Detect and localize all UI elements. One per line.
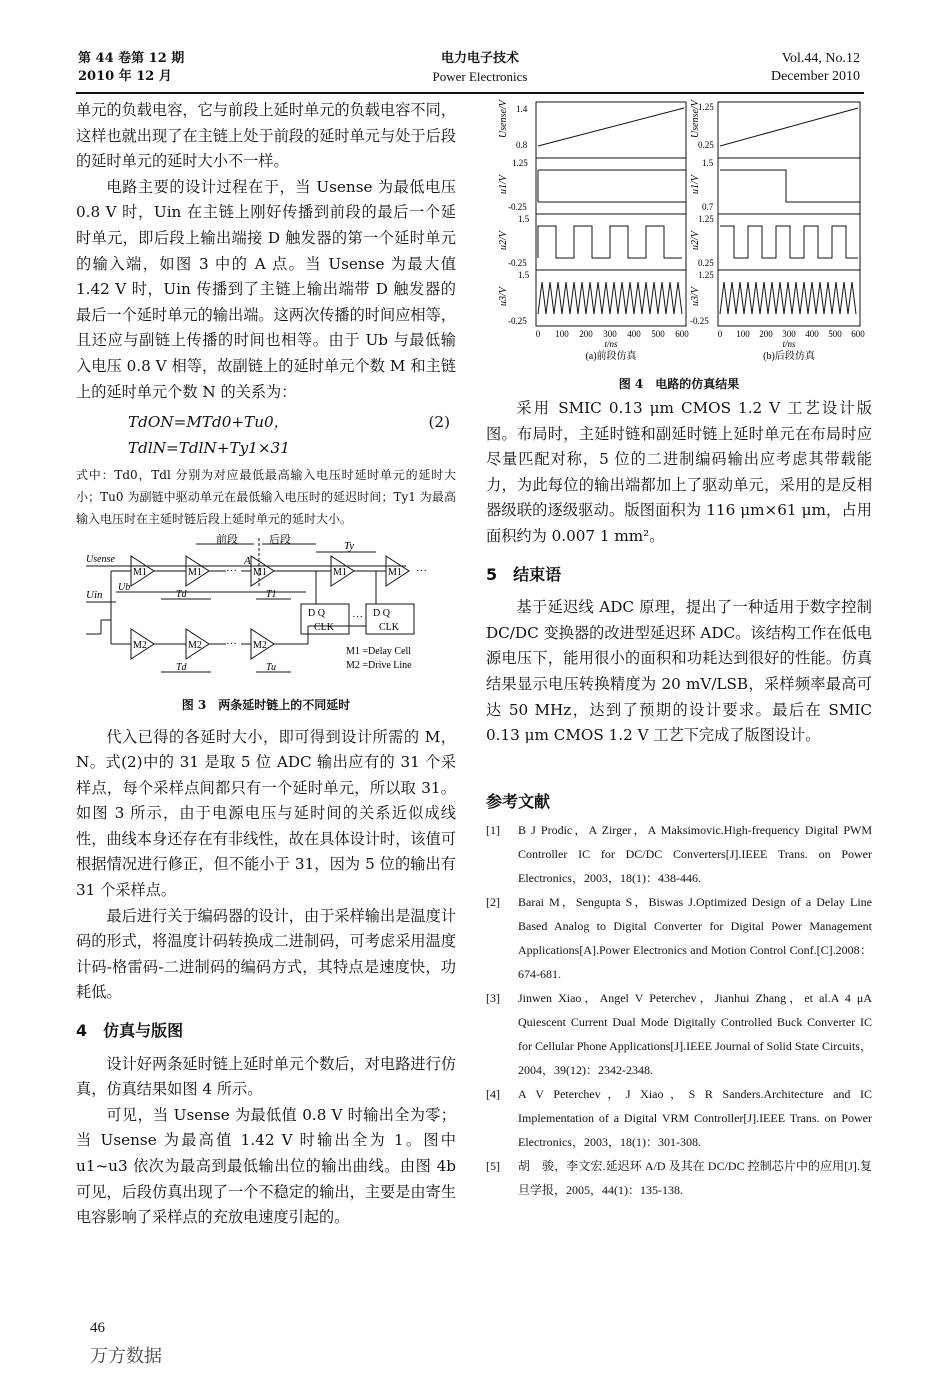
reference-item	[486, 986, 872, 1082]
tick-a: 0.8	[516, 140, 528, 150]
label-clk: CLK	[314, 622, 334, 634]
running-header-right	[771, 50, 860, 86]
tick-b: 1.25	[698, 270, 714, 280]
reference-number: [2]	[486, 895, 500, 910]
equation-number: (2)	[428, 413, 450, 432]
figure-4	[486, 98, 872, 392]
label-m2: M2	[188, 640, 202, 652]
paragraph: 代入已得的各延时大小，即可得到设计所需的 M，N。式(2)中的 31 是取 5 位 ADC 输出应有的 31 个采样点，每个采样点间都只有一个延时单元，所以取 31。如图 3 所示，由于电源电压与延时间的关系近似成线性，曲线本身还存在有非线性，故在具体设计时，该值可根据情况进行修正，但不能小于 31，因为 5 位的输出有 31 个采样点。	[76, 727, 456, 900]
label-clk: CLK	[379, 622, 399, 634]
paragraph: 设计好两条延时链上延时单元个数后，对电路进行仿真，仿真结果如图 4 所示。	[76, 1054, 456, 1099]
header-rule	[76, 92, 864, 94]
label-m1: M1	[188, 567, 202, 579]
tick-a: 1.25	[512, 158, 528, 168]
label-usense: Usense	[86, 554, 115, 566]
legend-m1: M1 =Delay Cell	[346, 646, 412, 658]
reference-text: A V Peterchev，J Xiao，S R Sanders.Architecture and IC Implementation of a Digital VRM Controller[J].IEEE Trans. on Power Electronics，2003，18(1)：301-308.	[518, 1087, 872, 1150]
xtick-a: 200	[579, 329, 593, 339]
xtick-b: 600	[851, 329, 865, 339]
xlabel-b: t/ns	[782, 339, 796, 349]
xtick-a: 0	[535, 329, 541, 339]
ylabel-u1-b: u1/V	[690, 175, 701, 194]
subcaption-b: (b)后段仿真	[763, 351, 815, 362]
journal-title-en: Power Electronics	[432, 69, 528, 84]
tick-a: -0.25	[508, 258, 527, 268]
label-point-a: A	[244, 555, 251, 568]
tick-a: 1.4	[516, 104, 528, 114]
tick-b: 0.7	[702, 202, 714, 212]
label-back: 后段	[269, 534, 291, 547]
legend-m2: M2 =Drive Line	[346, 660, 412, 672]
equation-body: TdON=MTd0+Tu0， TdlN=TdlN+Ty1×31	[128, 413, 290, 457]
label-dots: ···	[226, 638, 237, 651]
tick-b: 0.25	[698, 258, 714, 268]
volume-label: Vol.44, No.12	[781, 51, 860, 66]
running-header-center	[360, 50, 600, 86]
label-m1: M1	[388, 567, 402, 579]
tick-b: 1.25	[698, 102, 714, 112]
reference-item	[486, 1082, 872, 1154]
reference-text: 胡 骏，李文宏.延迟环 A/D 及其在 DC/DC 控制芯片中的应用[J].复旦学报，2005，44(1)：135-138.	[518, 1159, 872, 1198]
figure-3-caption: 图 3 两条延时链上的不同延时	[181, 697, 351, 712]
tick-a: -0.25	[508, 202, 527, 212]
right-column	[486, 396, 872, 1202]
tick-a: 1.5	[518, 214, 530, 224]
date-en-label: December 2010	[770, 69, 860, 84]
ylabel-u1-a: u1/V	[498, 175, 509, 194]
label-m2: M2	[253, 640, 267, 652]
date-label: 2010 年 12 月	[78, 69, 172, 84]
tick-a: 1.5	[518, 270, 530, 280]
label-front: 前段	[216, 534, 238, 547]
watermark: 万方数据	[90, 1346, 162, 1367]
reference-text: Barai M，Sengupta S，Biswas J.Optimized Design of a Delay Line Based Analog to Digital Converter for Digital Power Management Applications[A].Power Electronics and Motion Control Conf.[C].2008：674-681.	[518, 895, 872, 982]
figure-3	[76, 534, 456, 718]
reference-item	[486, 890, 872, 986]
xtick-b: 200	[759, 329, 773, 339]
label-m1: M1	[133, 567, 147, 579]
journal-title-cn: 电力电子技术	[440, 51, 519, 66]
tick-b: 0.25	[698, 140, 714, 150]
ylabel-u2-a: u2/V	[498, 231, 509, 250]
xtick-b: 100	[736, 329, 750, 339]
issue-label: 第 44 卷第 12 期	[78, 51, 185, 66]
label-uin: Uin	[86, 589, 103, 602]
paragraph: 采用 SMIC 0.13 μm CMOS 1.2 V 工艺设计版图。布局时，主延时链和副延时链上延时单元在布局时应尽量匹配对称，5 位的二进制编码输出应考虑其带载能力，为此每位的输出端都加上了驱动单元，采用的是反相器级联的逐级驱动。版图面积为 116 μm×61 μm，占用面积约为 0.007 1 mm²。	[486, 399, 872, 545]
paragraph: 可见，当 Usense 为最低值 0.8 V 时输出全为零；当 Usense 为最高值 1.42 V 时输出全为 1。图中 u1~u3 依次为最高到最低输出位的输出曲线。由图 4b 可见，后段仿真出现了一个不稳定的输出，主要是由寄生电容影响了采样点的充放电速度引起的。	[76, 1105, 456, 1227]
label-m1: M1	[253, 567, 267, 579]
paragraph: 单元的负载电容，它与前段上延时单元的负载电容不同，这样也就出现了在主链上处于前段的延时单元与处于后段的延时单元的延时大小不一样。	[76, 101, 456, 171]
paragraph: 最后进行关于编码器的设计，由于采样输出是温度计码的形式，将温度计码转换成二进制码，可考虑采用温度计码-格雷码-二进制码的编码方式，其特点是速度快，功耗低。	[76, 906, 456, 1002]
label-td: Td	[176, 662, 187, 674]
delay-chain-diagram	[76, 534, 456, 684]
xtick-a: 300	[603, 329, 617, 339]
running-header-left	[78, 50, 184, 86]
ylabel-u2-b: u2/V	[690, 231, 701, 250]
paragraph: 基于延迟线 ADC 原理，提出了一种适用于数字控制 DC/DC 变换器的改进型延迟环 ADC。该结构工作在低电源电压下，能用很小的面积和功耗达到很好的性能。仿真结果显示电压转换精度为 20 mV/LSB，采样频率最高可达 50 MHz，达到了预期的设计要求。最后在 SMIC 0.13 μm CMOS 1.2 V 工艺下完成了版图设计。	[486, 598, 872, 745]
ylabel-u3-a: u3/V	[498, 287, 509, 306]
reference-item	[486, 1154, 872, 1202]
label-m1: M1	[333, 567, 347, 579]
equation-note: 式中：Td0，Tdl 分别为对应最低最高输入电压时延时单元的延时大小；Tu0 为副链中驱动单元在最低输入电压时的延迟时间；Ty1 为最高输入电压时在主延时链后段上延时单元的延时大小。	[76, 468, 456, 527]
label-dots: ···	[226, 565, 237, 578]
section-heading-4: 4 仿真与版图	[76, 1021, 184, 1041]
ylabel-usense-a: Usense/V	[498, 100, 509, 138]
label-m2: M2	[133, 640, 147, 652]
ylabel-usense-b: Usense/V	[690, 100, 701, 138]
subcaption-a: (a)前段仿真	[585, 351, 637, 362]
xtick-b: 300	[782, 329, 796, 339]
equation-2	[76, 410, 456, 461]
references-heading: 参考文献	[486, 791, 551, 811]
reference-number: [1]	[486, 823, 500, 838]
xlabel-a: t/ns	[604, 339, 618, 349]
label-dots: ···	[352, 611, 363, 624]
ylabel-u3-b: u3/V	[690, 287, 701, 306]
reference-text: B J Prodic，A Zirger，A Maksimovic.High-frequency Digital PWM Controller IC for DC/DC Converters[J].IEEE Trans. on Power Electronics，2003，18(1)：438-446.	[518, 823, 872, 886]
xtick-b: 400	[805, 329, 819, 339]
tick-b: 1.25	[698, 214, 714, 224]
reference-text: Jinwen Xiao，Angel V Peterchev，Jianhui Zhang，et al.A 4 μA Quiescent Current Dual Mode Digitally Controlled Buck Converter IC for Cellular Phone Applications[J].IEEE Journal of Solid State Circuits，2004，39(12)：2342-2348.	[518, 991, 872, 1078]
reference-number: [3]	[486, 991, 500, 1006]
reference-list	[486, 818, 872, 1202]
label-td: Td	[176, 589, 187, 601]
tick-b: -0.25	[690, 316, 709, 326]
xtick-a: 100	[555, 329, 569, 339]
paragraph: 电路主要的设计过程在于，当 Usense 为最低电压 0.8 V 时，Uin 在主链上刚好传播到前段的最后一个延时单元，即后段上输出端接 D 触发器的第一个延时单元的输入端，如图 3 中的 A 点。当 Usense 为最大值 1.42 V 时，Uin 传播到了主链上输出端带 D 触发器的最后一个延时单元的输出端。这两次传播的时间应相等，且还应与副链上传播的时间也相等。由于 Ub 与最低输入电压 0.8 V 相等，故副链上的延时单元个数 M 和主链上的延时单元个数 N 的关系为：	[76, 177, 456, 401]
reference-number: [5]	[486, 1159, 500, 1174]
reference-number: [4]	[486, 1087, 500, 1102]
xtick-a: 600	[675, 329, 689, 339]
label-tu: Tu	[266, 662, 277, 674]
xtick-b: 0	[717, 329, 723, 339]
label-dq: D Q	[373, 608, 390, 620]
page-number: 46	[90, 1320, 105, 1336]
label-ty: Ty	[344, 540, 355, 553]
label-ub: Ub	[118, 582, 131, 594]
section-heading-5: 5 结束语	[486, 564, 562, 584]
label-t1: T1	[266, 589, 277, 601]
label-dq: D Q	[308, 608, 325, 620]
xtick-b: 500	[828, 329, 842, 339]
tick-b: 1.5	[702, 158, 714, 168]
left-column	[76, 98, 456, 1231]
xtick-a: 500	[651, 329, 665, 339]
label-dots: ···	[416, 565, 427, 578]
figure-4-caption: 图 4 电路的仿真结果	[618, 377, 740, 391]
simulation-plots	[486, 98, 872, 363]
xtick-a: 400	[627, 329, 641, 339]
reference-item	[486, 818, 872, 890]
tick-a: -0.25	[508, 316, 527, 326]
